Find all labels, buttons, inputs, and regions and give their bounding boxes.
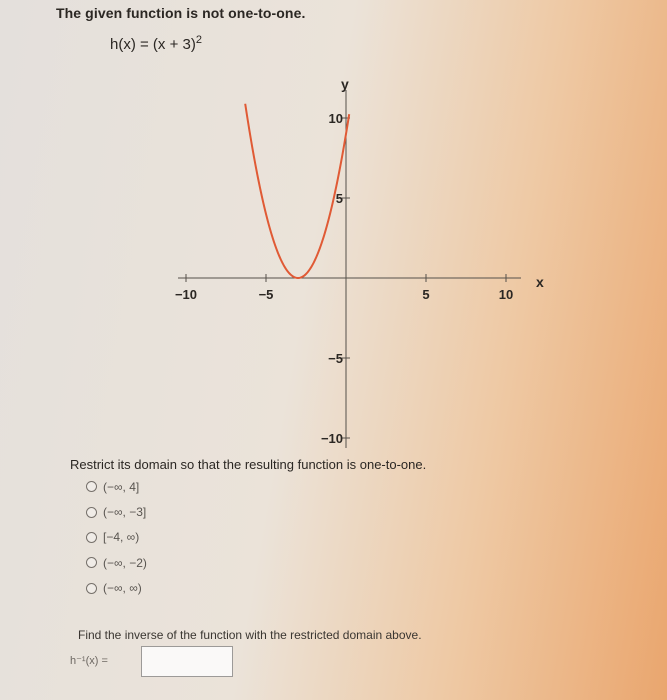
radio-icon[interactable] <box>86 583 97 594</box>
restrict-instruction: Restrict its domain so that the resulting function is one-to-one. <box>70 457 427 472</box>
radio-icon[interactable] <box>86 557 97 568</box>
inverse-label: h⁻¹(x) = <box>70 655 108 667</box>
domain-option-1[interactable] <box>86 474 147 499</box>
y-axis-label: y <box>341 76 349 92</box>
domain-options <box>86 474 147 601</box>
y-tick-label: 5 <box>335 191 343 206</box>
y-tick-label: −10 <box>320 431 343 446</box>
domain-option-5[interactable] <box>86 576 147 601</box>
option-label: (−∞, −3] <box>103 505 147 520</box>
x-tick-label: 5 <box>422 287 430 302</box>
question-intro: The given function is not one-to-one. <box>56 5 306 21</box>
domain-option-2[interactable] <box>86 499 147 524</box>
y-tick-label: −5 <box>328 351 343 366</box>
function-exponent: 2 <box>195 34 202 46</box>
y-tick-label: 10 <box>328 111 343 126</box>
domain-option-4[interactable] <box>86 550 147 575</box>
option-label: (−∞, −2) <box>103 555 147 570</box>
radio-icon[interactable] <box>86 532 97 543</box>
domain-option-3[interactable] <box>86 525 147 550</box>
radio-icon[interactable] <box>86 507 97 518</box>
x-tick-label: 10 <box>498 287 514 302</box>
inverse-instruction: Find the inverse of the function with the restricted domain above. <box>78 628 422 642</box>
x-axis-label: x <box>536 274 544 290</box>
x-tick-label: −5 <box>258 287 274 302</box>
option-label: (−∞, 4] <box>103 479 140 494</box>
function-curve <box>245 104 349 278</box>
radio-icon[interactable] <box>86 481 97 492</box>
x-tick-label: −10 <box>174 287 198 302</box>
option-label: (−∞, ∞) <box>103 581 142 596</box>
option-label: [−4, ∞) <box>103 530 140 545</box>
inverse-answer-input[interactable] <box>141 646 233 677</box>
function-expression: h(x) = (x + 3) <box>110 36 196 53</box>
